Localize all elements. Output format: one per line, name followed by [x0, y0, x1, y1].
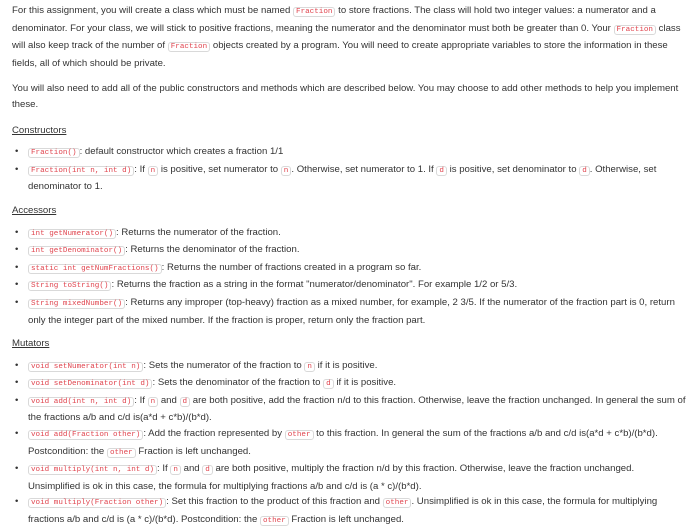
- intro-text: objects created by a program. You will need to create appropriate variables to store the information in these fields, all of which should be private.: [12, 40, 668, 69]
- item-text: : If: [134, 394, 148, 406]
- list-item: [12, 375, 688, 393]
- inline-code: d: [180, 397, 191, 407]
- inline-code: Fraction: [614, 25, 656, 35]
- section-heading-constructors: Constructors: [12, 124, 67, 136]
- item-text: . Otherwise, set denominator to 1.: [28, 163, 657, 193]
- mutators-list: [12, 358, 688, 530]
- item-text: . Unsimplified is ok in this case, the formula for multiplying fractions a/b and c/d is (a * c)/(b*d). Postcondition: the: [28, 496, 658, 526]
- section-heading-mutators: Mutators: [12, 338, 50, 350]
- list-item: [12, 277, 688, 295]
- section-heading-accessors: Accessors: [12, 204, 57, 216]
- inline-code: void multiply(Fraction other): [28, 498, 166, 508]
- bullet-icon: •: [15, 163, 19, 175]
- inline-code: Fraction: [293, 7, 335, 17]
- list-item: [12, 144, 688, 162]
- inline-code: n: [170, 465, 181, 475]
- inline-code: Fraction(): [28, 148, 80, 158]
- sections-container: [12, 123, 688, 530]
- inline-code: d: [202, 465, 213, 475]
- inline-code: other: [285, 430, 314, 440]
- item-text: : Add the fraction represented by: [143, 428, 285, 440]
- inline-code: void setDenominator(int d): [28, 379, 152, 389]
- item-text: : Returns the denominator of the fraction.: [125, 244, 300, 256]
- bullet-icon: •: [15, 244, 19, 256]
- inline-code: other: [383, 498, 412, 508]
- bullet-icon: •: [15, 296, 19, 308]
- item-text: if it is positive.: [333, 377, 397, 389]
- item-text: is positive, set numerator to: [158, 163, 281, 175]
- inline-code: d: [323, 379, 334, 389]
- bullet-icon: •: [15, 377, 19, 389]
- item-text: . Otherwise, set numerator to 1. If: [291, 163, 437, 175]
- item-text: Fraction is left unchanged.: [135, 445, 251, 457]
- intro-paragraph: [12, 3, 688, 71]
- inline-code: String mixedNumber(): [28, 299, 125, 309]
- intro-text: to store fractions. The class will hold two integer values: a numerator and a denominator. For your class, we will stick to positive fractions, meaning the numerator and the denominator must both be greater than 0. Your: [12, 5, 656, 34]
- inline-code: Fraction(int n, int d): [28, 166, 134, 176]
- item-text: and: [180, 463, 203, 475]
- bullet-icon: •: [15, 428, 19, 440]
- bullet-icon: •: [15, 359, 19, 371]
- bullet-icon: •: [15, 496, 19, 508]
- inline-code: void add(Fraction other): [28, 430, 143, 440]
- bullet-icon: •: [15, 279, 19, 291]
- constructors-list: [12, 144, 688, 195]
- item-text: is positive, set denominator to: [446, 163, 580, 175]
- list-item: [12, 242, 688, 260]
- item-text: if it is positive.: [314, 359, 378, 371]
- item-text: are both positive, add the fraction n/d to this fraction. Otherwise, leave the fraction unchanged. In general the sum of the fractions a/b and c/d is(a*d + c*b)/(b*d).: [28, 394, 686, 424]
- inline-code: n: [281, 166, 292, 176]
- item-text: : If: [157, 463, 171, 475]
- inline-code: other: [260, 516, 289, 526]
- item-text: : Sets the numerator of the fraction to: [143, 359, 305, 371]
- inline-code: void add(int n, int d): [28, 397, 134, 407]
- inline-code: n: [148, 166, 159, 176]
- inline-code: int getDenominator(): [28, 246, 125, 256]
- inline-code: Fraction: [168, 42, 210, 52]
- inline-code: static int getNumFractions(): [28, 264, 162, 274]
- accessors-list: [12, 225, 688, 329]
- list-item: [12, 494, 688, 529]
- inline-code: String toString(): [28, 281, 111, 291]
- item-text: are both positive, multiply the fraction n/d by this fraction. Otherwise, leave the fraction unchanged. Unsimplified is ok in this case, the formula for multiplying fractions a/b and c/d is (a * c)/(b*d).: [28, 463, 635, 492]
- inline-code: n: [304, 362, 315, 372]
- bullet-icon: •: [15, 226, 19, 238]
- inline-code: int getNumerator(): [28, 229, 116, 239]
- bullet-icon: •: [15, 261, 19, 273]
- bullet-icon: •: [15, 146, 19, 158]
- item-text: : default constructor which creates a fraction 1/1: [79, 146, 284, 158]
- item-text: : Returns any improper (top-heavy) fraction as a mixed number, for example, 2 3/5. If the numerator of the fraction part is 0, return only the integer part of the mixed number. If the fraction is proper, return only the fraction part.: [28, 296, 675, 326]
- item-text: : Sets the denominator of the fraction to: [152, 377, 324, 389]
- item-text: : Returns the fraction as a string in the format "numerator/denominator". For example 1/2 or 5/3.: [111, 279, 518, 291]
- item-text: and: [158, 394, 180, 406]
- list-item: [12, 225, 688, 243]
- list-item: [12, 426, 688, 461]
- item-text: to this fraction. In general the sum of the fractions a/b and c/d is(a*d + c*b)/(b*d). Postcondition: the: [28, 428, 658, 457]
- list-item: [12, 393, 688, 426]
- list-item: [12, 162, 688, 195]
- list-item: [12, 295, 688, 328]
- item-text: : Returns the number of fractions created in a program so far.: [161, 261, 422, 273]
- item-text: : Returns the numerator of the fraction.: [116, 226, 281, 238]
- inline-code: d: [436, 166, 447, 176]
- list-item: [12, 358, 688, 376]
- inline-code: other: [107, 448, 136, 458]
- methods-paragraph: You will also need to add all of the public constructors and methods which are described below. You may choose to add other methods to help you implement these.: [12, 83, 679, 110]
- inline-code: void setNumerator(int n): [28, 362, 143, 372]
- inline-code: n: [148, 397, 159, 407]
- item-text: Fraction is left unchanged.: [288, 514, 404, 526]
- intro-text: For this assignment, you will create a class which must be named: [12, 5, 294, 16]
- list-item: [12, 260, 688, 278]
- list-item: [12, 461, 688, 494]
- bullet-icon: •: [15, 463, 19, 475]
- bullet-icon: •: [15, 394, 19, 406]
- item-text: : Set this fraction to the product of this fraction and: [166, 496, 383, 508]
- item-text: : If: [134, 163, 148, 175]
- inline-code: d: [579, 166, 590, 176]
- intro-text: class will also keep track of the number of: [12, 22, 681, 52]
- inline-code: void multiply(int n, int d): [28, 465, 157, 475]
